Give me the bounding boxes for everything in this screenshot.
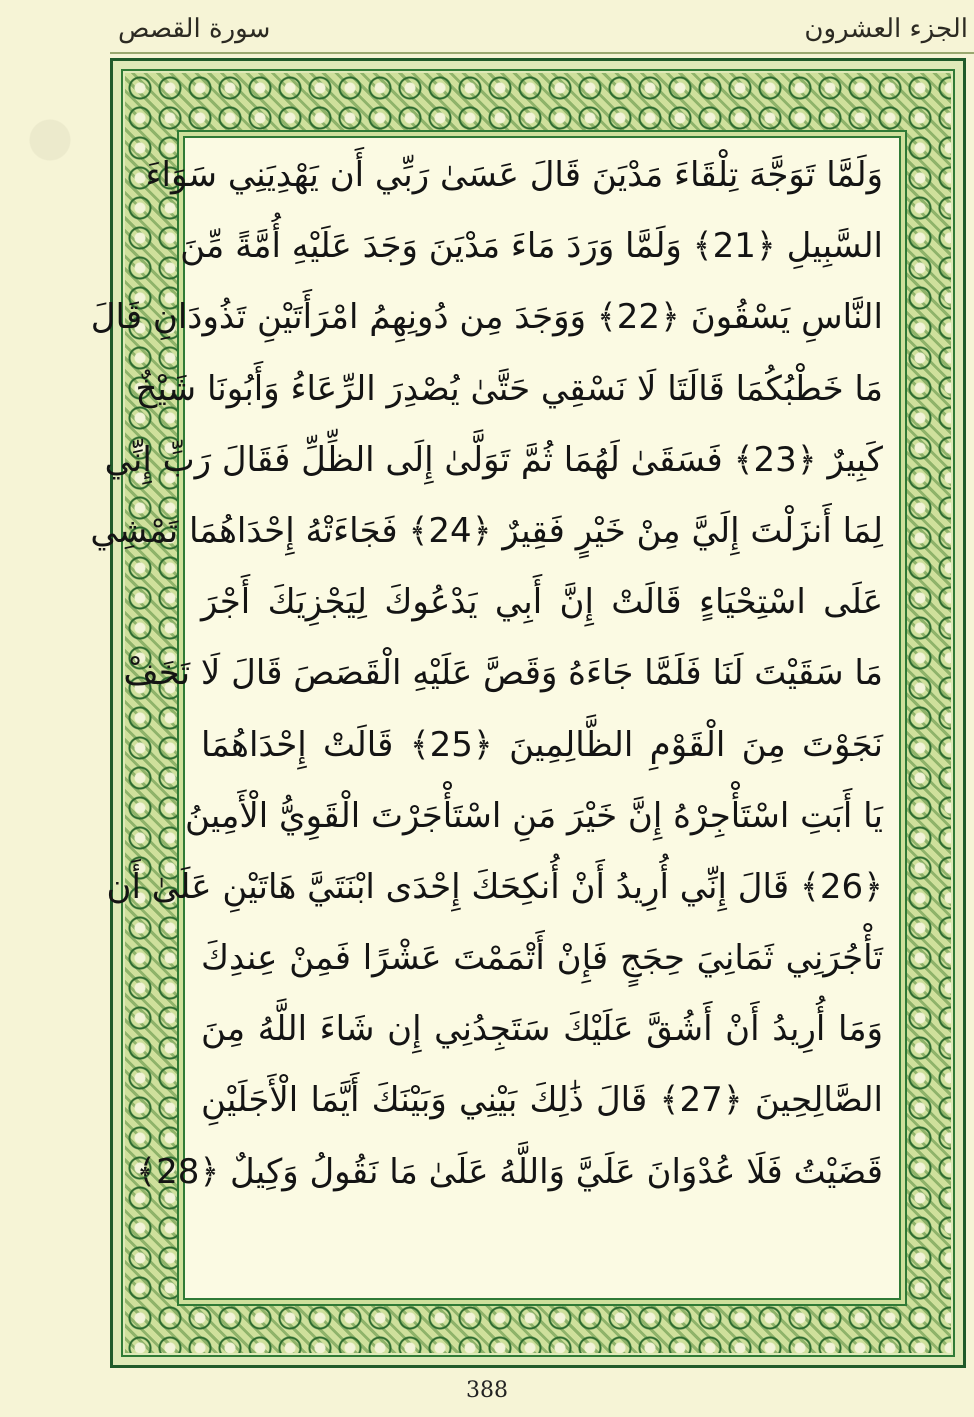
verse-line: عَلَى اسْتِحْيَاءٍ قَالَتْ إِنَّ أَبِي يَدْعُوكَ لِيَجْزِيَكَ أَجْرَ	[201, 582, 883, 623]
verse-line: تَأْجُرَنِي ثَمَانِيَ حِجَجٍ فَإِنْ أَتْمَمْتَ عَشْرًا فَمِنْ عِندِكَ	[201, 938, 883, 979]
surah-title: سورة القصص	[118, 14, 271, 44]
margin-ornament-icon	[20, 110, 80, 170]
verse-line: مَا سَقَيْتَ لَنَا فَلَمَّا جَاءَهُ وَقَصَّ عَلَيْهِ الْقَصَصَ قَالَ لَا تَخَفْ	[123, 653, 883, 694]
verse-line: قَضَيْتُ فَلَا عُدْوَانَ عَلَيَّ وَاللَّهُ عَلَىٰ مَا نَقُولُ وَكِيلٌ ﴿28﴾	[136, 1151, 883, 1192]
verse-line: مَا خَطْبُكُمَا قَالَتَا لَا نَسْقِي حَتَّىٰ يُصْدِرَ الرِّعَاءُ وَأَبُونَا شَيْخٌ	[135, 368, 883, 409]
verse-line: نَجَوْتَ مِنَ الْقَوْمِ الظَّالِمِينَ ﴿25﴾ قَالَتْ إِحْدَاهُمَا	[201, 724, 883, 765]
verse-line: النَّاسِ يَسْقُونَ ﴿22﴾ وَوَجَدَ مِن دُونِهِمُ امْرَأَتَيْنِ تَذُودَانِ قَالَ	[90, 297, 883, 338]
juz-title: الجزء العشرون	[804, 14, 968, 44]
header-divider	[110, 52, 974, 54]
verse-line: وَمَا أُرِيدُ أَنْ أَشُقَّ عَلَيْكَ سَتَجِدُنِي إِن شَاءَ اللَّهُ مِنَ	[201, 1009, 883, 1050]
verse-line: لِمَا أَنزَلْتَ إِلَيَّ مِنْ خَيْرٍ فَقِيرٌ ﴿24﴾ فَجَاءَتْهُ إِحْدَاهُمَا تَمْشِي	[90, 510, 883, 551]
verse-line: كَبِيرٌ ﴿23﴾ فَسَقَىٰ لَهُمَا ثُمَّ تَوَلَّىٰ إِلَى الظِّلِّ فَقَالَ رَبِّ إِنِّي	[104, 439, 883, 480]
verse-lines	[90, 140, 884, 1208]
verse-line: ﴿26﴾ قَالَ إِنِّي أُرِيدُ أَنْ أُنكِحَكَ إِحْدَى ابْنَتَيَّ هَاتَيْنِ عَلَىٰ أَن	[106, 866, 883, 907]
verse-line: الصَّالِحِينَ ﴿27﴾ قَالَ ذَٰلِكَ بَيْنِي وَبَيْنَكَ أَيَّمَا الْأَجَلَيْنِ	[201, 1080, 884, 1121]
verse-line: يَا أَبَتِ اسْتَأْجِرْهُ إِنَّ خَيْرَ مَنِ اسْتَأْجَرْتَ الْقَوِيُّ الْأَمِينُ	[185, 795, 883, 836]
page-number: 388	[466, 1378, 508, 1403]
verse-line: وَلَمَّا تَوَجَّهَ تِلْقَاءَ مَدْيَنَ قَالَ عَسَىٰ رَبِّي أَن يَهْدِيَنِي سَوَاءَ	[145, 155, 883, 195]
page-header	[0, 0, 974, 60]
verse-line: السَّبِيلِ ﴿21﴾ وَلَمَّا وَرَدَ مَاءَ مَدْيَنَ وَجَدَ عَلَيْهِ أُمَّةً مِّنَ	[180, 226, 883, 267]
ornamental-frame	[90, 58, 966, 1368]
verse-panel	[90, 136, 901, 1300]
